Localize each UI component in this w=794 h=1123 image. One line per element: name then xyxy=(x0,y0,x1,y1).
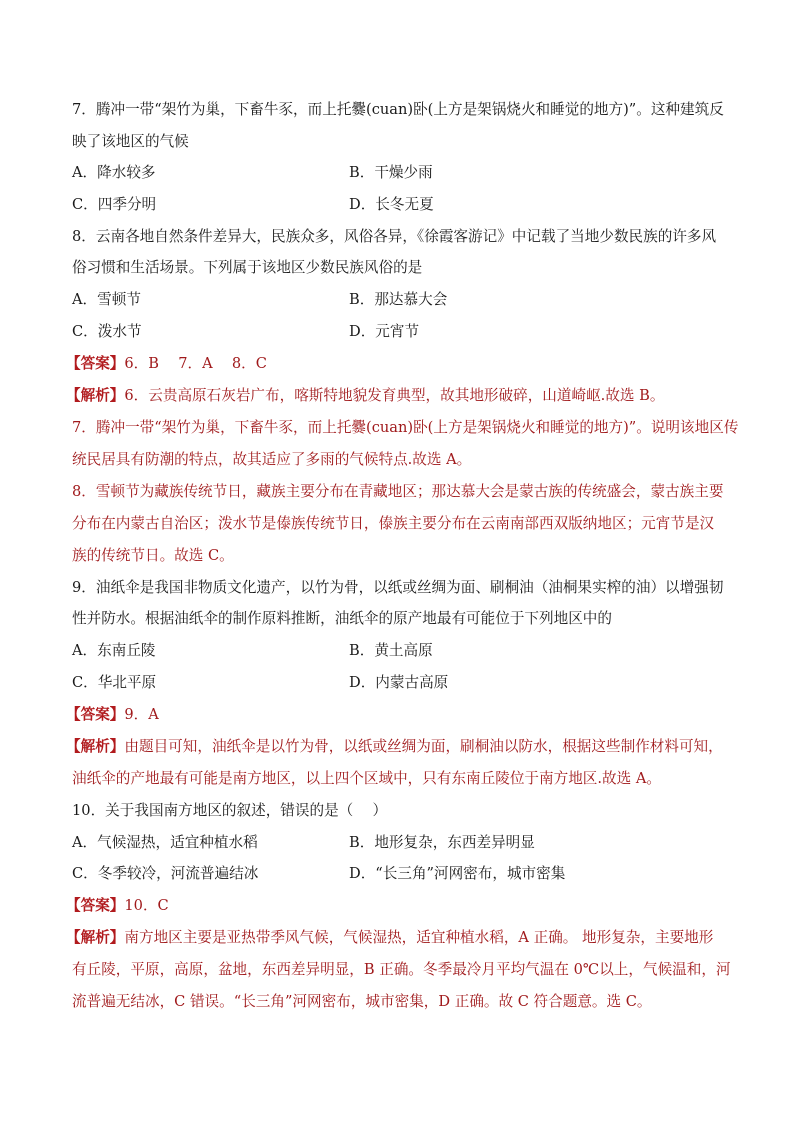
answer-tag: 【答案】 xyxy=(66,355,125,372)
analysis-9-line2: 油纸伞的产地最有可能是南方地区，以上四个区域中，只有东南丘陵位于南方地区.故选 A。 xyxy=(72,770,661,787)
q10-option-a: A．气候湿热，适宜种植水稻 xyxy=(72,834,258,851)
answer-9 xyxy=(66,705,726,725)
analysis-text: 南方地区主要是亚热带季风气候，气候湿热，适宜种植水稻，A 正确。 地形复杂，主要地形 xyxy=(124,929,714,946)
analysis-text: 6．云贵高原石灰岩广布，喀斯特地貌发育典型，故其地形破碎，山道崎岖.故选 B。 xyxy=(124,387,665,404)
q8-stem-line1: 8．云南各地自然条件差异大，民族众多，风俗各异，《徐霞客游记》中记载了当地少数民族的许多风 xyxy=(72,228,717,245)
analysis-6-8-line3: 统民居具有防潮的特点，故其适应了多雨的气候特点.故选 A。 xyxy=(72,451,472,468)
q7-stem-line1: 7．腾冲一带“架竹为巢，下畜牛豕，而上托爨(cuan)卧(上方是架锅烧火和睡觉的地方)”。这种建筑反 xyxy=(72,101,724,118)
q9-option-b: B．黄土高原 xyxy=(349,642,433,659)
analysis-6-8-line2: 7．腾冲一带“架竹为巢，下畜牛豕，而上托爨(cuan)卧(上方是架锅烧火和睡觉的地方)”。说明该地区传 xyxy=(72,419,739,436)
q8-option-d: D．元宵节 xyxy=(349,323,420,340)
answer-10 xyxy=(66,896,726,916)
q10-stem: 10．关于我国南方地区的叙述，错误的是（ ） xyxy=(72,802,388,819)
q9-option-a: A．东南丘陵 xyxy=(72,642,156,659)
answer-text: 10．C xyxy=(124,897,169,914)
analysis-tag: 【解析】 xyxy=(66,929,125,946)
q7-option-c: C．四季分明 xyxy=(72,196,157,213)
q7-stem-line2: 映了该地区的气候 xyxy=(72,133,189,150)
q7-option-a: A．降水较多 xyxy=(72,164,156,181)
answer-text: 9．A xyxy=(124,706,159,723)
q9-stem-line1: 9．油纸伞是我国非物质文化遗产，以竹为骨，以纸或丝绸为面、刷桐油（油桐果实榨的油）以增强韧 xyxy=(72,579,724,596)
analysis-10-line2: 有丘陵，平原，高原，盆地，东西差异明显，B 正确。冬季最冷月平均气温在 0℃以上，气候温和，河 xyxy=(72,961,731,978)
answer-text: 6．B 7．A 8．C xyxy=(124,355,267,372)
q8-option-a: A．雪顿节 xyxy=(72,291,141,308)
q8-option-c: C．泼水节 xyxy=(72,323,142,340)
analysis-6-8-line6: 族的传统节日。故选 C。 xyxy=(72,547,234,564)
analysis-10-line3: 流普遍无结冰，C 错误。“长三角”河网密布，城市密集，D 正确。故 C 符合题意。选 C。 xyxy=(72,993,652,1010)
analysis-tag: 【解析】 xyxy=(66,387,125,404)
q9-option-d: D．内蒙古高原 xyxy=(349,674,449,691)
q10-option-d: D．“长三角”河网密布，城市密集 xyxy=(349,865,566,882)
q7-option-b: B．干燥少雨 xyxy=(349,164,433,181)
q7-option-d: D．长冬无夏 xyxy=(349,196,434,213)
q8-option-b: B．那达慕大会 xyxy=(349,291,448,308)
analysis-6-8-line1 xyxy=(66,386,726,406)
q8-stem-line2: 俗习惯和生活场景。下列属于该地区少数民族风俗的是 xyxy=(72,259,423,276)
analysis-tag: 【解析】 xyxy=(66,738,125,755)
analysis-9-line1 xyxy=(66,737,726,757)
q10-option-b: B．地形复杂，东西差异明显 xyxy=(349,834,535,851)
q9-option-c: C．华北平原 xyxy=(72,674,157,691)
analysis-text: 由题目可知，油纸伞是以竹为骨，以纸或丝绸为面，刷桐油以防水，根据这些制作材料可知， xyxy=(124,738,723,755)
analysis-6-8-line4: 8．雪顿节为藏族传统节日，藏族主要分布在青藏地区；那达慕大会是蒙古族的传统盛会，蒙古族主要 xyxy=(72,483,724,500)
q10-option-c: C．冬季较冷，河流普遍结冰 xyxy=(72,865,259,882)
analysis-6-8-line5: 分布在内蒙古自治区；泼水节是傣族传统节日，傣族主要分布在云南南部西双版纳地区；元宵节是汉 xyxy=(72,515,715,532)
answer-tag: 【答案】 xyxy=(66,897,125,914)
answer-tag: 【答案】 xyxy=(66,706,125,723)
q9-stem-line2: 性并防水。根据油纸伞的制作原料推断，油纸伞的原产地最有可能位于下列地区中的 xyxy=(72,610,612,627)
answer-6-8 xyxy=(66,354,726,374)
analysis-10-line1 xyxy=(66,928,726,948)
